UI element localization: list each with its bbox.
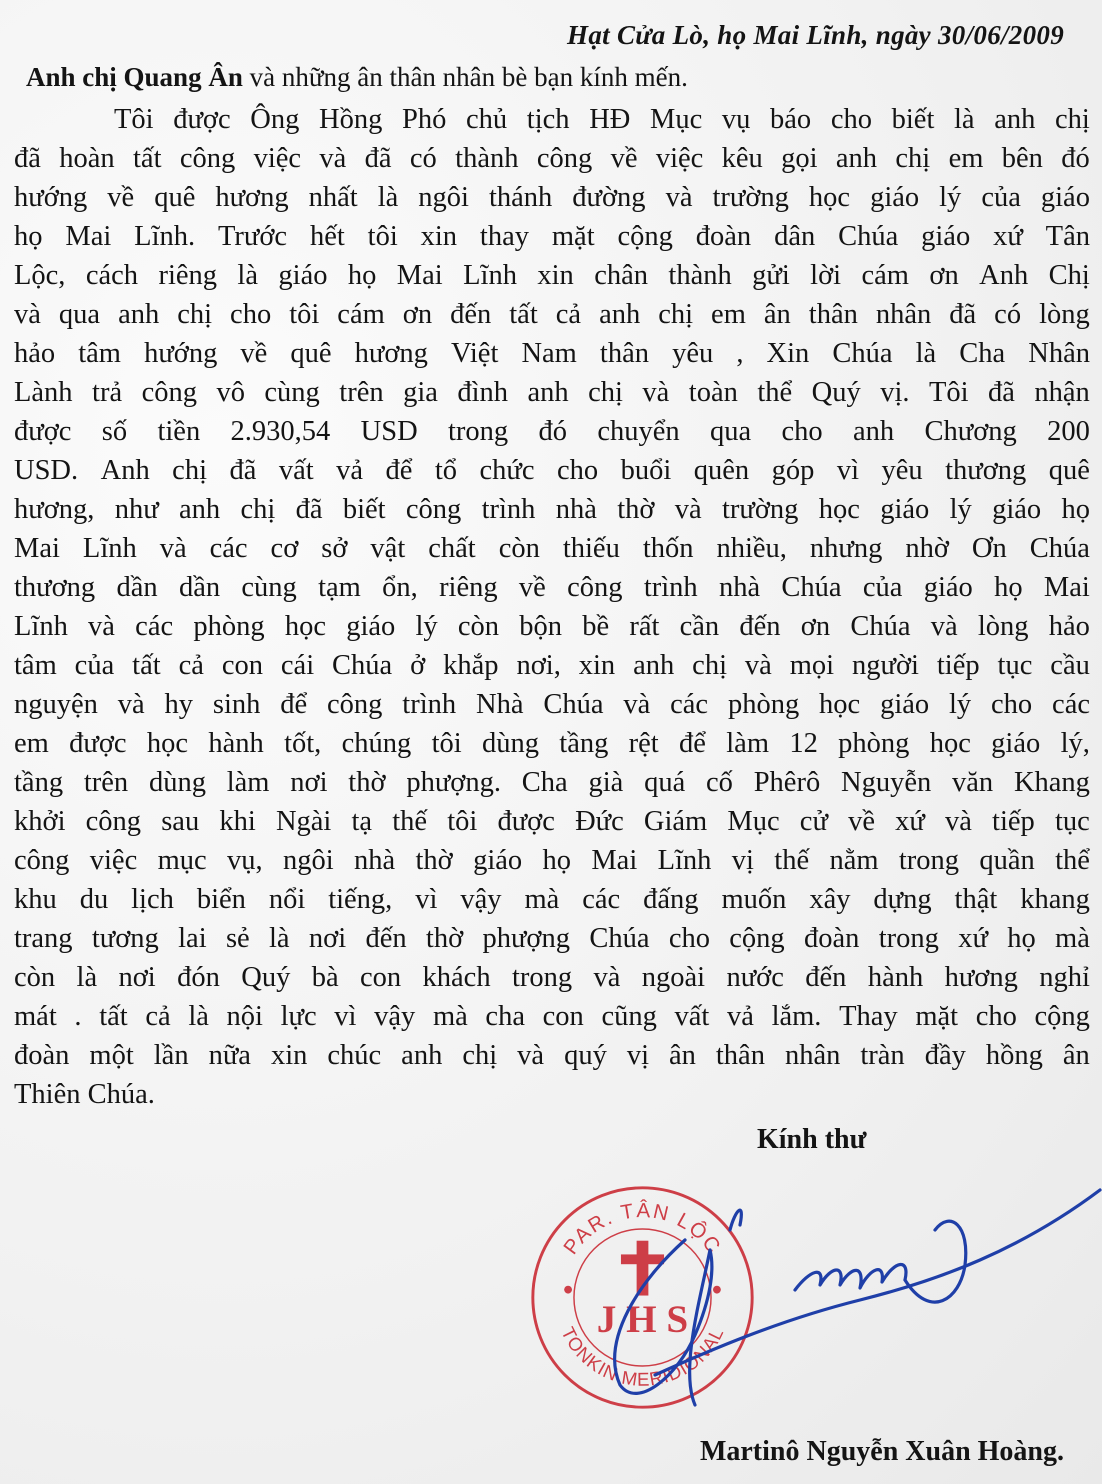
stamp-center-text: J H S (596, 1297, 689, 1341)
body-line: còn là nơi đón Quý bà con khách trong và ngoài nước đến hành hương nghỉ (14, 962, 1090, 993)
body-line: khởi công sau khi Ngài tạ thế tôi được Đức Giám Mục cử về xứ và tiếp tục (14, 806, 1090, 837)
body-line: Thiên Chúa. (14, 1079, 155, 1110)
body-line: nguyện và hy sinh để công trình Nhà Chúa và các phòng học giáo lý cho các (14, 689, 1090, 720)
body-line: em được học hành tốt, chúng tôi dùng tầng rệt để làm 12 phòng học giáo lý, (14, 728, 1090, 759)
body-line: Mai Lĩnh và các cơ sở vật chất còn thiếu thốn nhiều, nhưng nhờ Ơn Chúa (14, 533, 1090, 564)
body-line: Lộc, cách riêng là giáo họ Mai Lĩnh xin chân thành gửi lời cám ơn Anh Chị (14, 260, 1090, 291)
body-line: Lành trả công vô cùng trên gia đình anh chị và toàn thể Quý vị. Tôi đã nhận (14, 377, 1090, 408)
body-line: được số tiền 2.930,54 USD trong đó chuyển qua cho anh Chương 200 (14, 416, 1090, 447)
stamp-top-text: PAR. TÂN LỘC (559, 1199, 726, 1259)
body-line: hảo tâm hướng về quê hương Việt Nam thân yêu , Xin Chúa là Cha Nhân (14, 338, 1090, 369)
dateline: Hạt Cửa Lò, họ Mai Lĩnh, ngày 30/06/2009 (567, 20, 1064, 50)
body-line: trang tương lai sẻ là nơi đến thờ phượng Chúa cho cộng đoàn trong xứ họ mà (14, 923, 1090, 954)
signer-name: Martinô Nguyễn Xuân Hoàng. (699, 1436, 1064, 1467)
greeting-name: Anh chị Quang Ân (26, 62, 243, 92)
body-line: tầng trên dùng làm nơi thờ phượng. Cha già quá cố Phêrô Nguyễn văn Khang (14, 767, 1090, 798)
body-line: hướng về quê hương nhất là ngôi thánh đường và trường học giáo lý của giáo (14, 182, 1090, 213)
body-line: Lĩnh và các phòng học giáo lý còn bộn bề rất cần đến ơn Chúa và lòng hảo (14, 611, 1090, 642)
body-line: đoàn một lần nữa xin chúc anh chị và quý vị ân thân nhân tràn đầy hồng ân (14, 1040, 1090, 1071)
body-line: khu du lịch biển nổi tiếng, vì vậy mà các đấng muốn xây dựng thật khang (14, 884, 1090, 915)
letter-body (14, 100, 1090, 1114)
body-line: hương, như anh chị đã biết công trình nhà thờ và trường học giáo lý giáo họ (14, 494, 1090, 525)
body-line: tâm của tất cả con cái Chúa ở khắp nơi, xin anh chị và mọi người tiếp tục cầu (14, 650, 1090, 681)
stamp-bottom-text: TONKIN MERIDIONAL (557, 1323, 728, 1390)
body-line: mát . tất cả là nội lực vì vậy mà cha con cũng vất vả lắm. Thay mặt cho cộng (14, 1001, 1090, 1032)
body-line: và qua anh chị cho tôi cám ơn đến tất cả anh chị em ân thân nhân đã có lòng (14, 299, 1090, 330)
body-line: USD. Anh chị đã vất vả để tổ chức cho buổi quên góp vì yêu thương quê (14, 455, 1090, 486)
handwritten-signature (560, 1170, 1102, 1415)
closing: Kính thư (757, 1124, 867, 1155)
body-line: đã hoàn tất công việc và đã có thành công về việc kêu gọi anh chị em bên đó (14, 143, 1090, 174)
body-line: công việc mục vụ, ngôi nhà thờ giáo họ Mai Lĩnh vị thế nằm trong quần thể (14, 845, 1090, 876)
body-line: thương dần dần cùng tạm ổn, riêng về công trình nhà Chúa của giáo họ Mai (14, 572, 1090, 603)
body-line: Tôi được Ông Hồng Phó chủ tịch HĐ Mục vụ báo cho biết là anh chị (114, 104, 1090, 135)
greeting (26, 62, 688, 93)
greeting-rest: và những ân thân nhân bè bạn kính mến. (242, 62, 688, 92)
body-line: họ Mai Lĩnh. Trước hết tôi xin thay mặt cộng đoàn dân Chúa giáo xứ Tân (14, 221, 1090, 252)
